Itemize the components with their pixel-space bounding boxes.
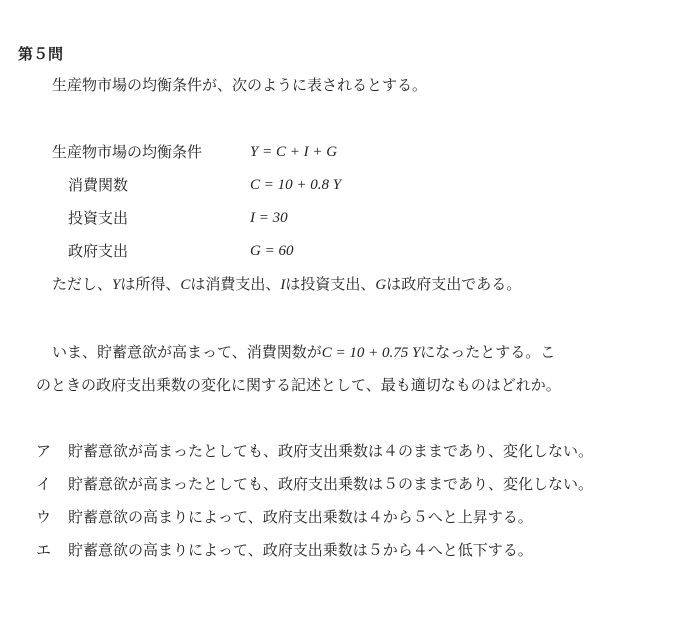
note-var-g: G	[375, 277, 387, 293]
option-marker: ア	[36, 442, 52, 460]
option-marker: エ	[36, 541, 52, 559]
equation-label-equilibrium: 生産物市場の均衡条件	[52, 143, 203, 161]
equation-label-investment: 投資支出	[68, 209, 129, 227]
option-marker: ウ	[36, 508, 52, 526]
option-a[interactable]	[36, 441, 593, 461]
variable-note	[52, 274, 521, 295]
note-text: は投資支出、	[285, 275, 376, 293]
intro-text: 生産物市場の均衡条件が、次のように表されるとする。	[52, 76, 428, 94]
option-e[interactable]	[36, 540, 533, 560]
question-body-line1	[52, 342, 555, 363]
equation-formula-equilibrium: Y = C + I + G	[250, 144, 338, 160]
question-body-line2: のときの政府支出乗数の変化に関する記述として、最も適切なものはどれか。	[36, 376, 561, 394]
option-i[interactable]	[36, 474, 593, 494]
body-text: になったとする。こ	[420, 343, 556, 361]
note-text: は政府支出である。	[386, 275, 522, 293]
body-formula: C = 10 + 0.75 Y	[321, 345, 421, 361]
note-text: ただし、	[52, 275, 113, 293]
option-text: 貯蓄意欲の高まりによって、政府支出乗数は５から４へと低下する。	[68, 541, 533, 559]
option-text: 貯蓄意欲が高まったとしても、政府支出乗数は５のままであり、変化しない。	[68, 475, 594, 493]
equation-label-government: 政府支出	[68, 242, 129, 260]
note-text: は消費支出、	[190, 275, 281, 293]
equation-formula-government: G = 60	[250, 243, 294, 259]
equation-formula-consumption: C = 10 + 0.8 Y	[250, 177, 342, 193]
equation-label-consumption: 消費関数	[68, 176, 129, 194]
option-text: 貯蓄意欲が高まったとしても、政府支出乗数は４のままであり、変化しない。	[68, 442, 594, 460]
note-text: は所得、	[120, 275, 181, 293]
option-text: 貯蓄意欲の高まりによって、政府支出乗数は４から５へと上昇する。	[68, 508, 533, 526]
note-var-y: Y	[112, 277, 121, 293]
body-text: いま、貯蓄意欲が高まって、消費関数が	[52, 343, 322, 361]
note-var-i: I	[280, 277, 286, 293]
question-title: 第５問	[18, 45, 64, 63]
option-marker: イ	[36, 475, 52, 493]
option-u[interactable]	[36, 507, 533, 527]
note-var-c: C	[180, 277, 191, 293]
equation-formula-investment: I = 30	[250, 210, 288, 226]
